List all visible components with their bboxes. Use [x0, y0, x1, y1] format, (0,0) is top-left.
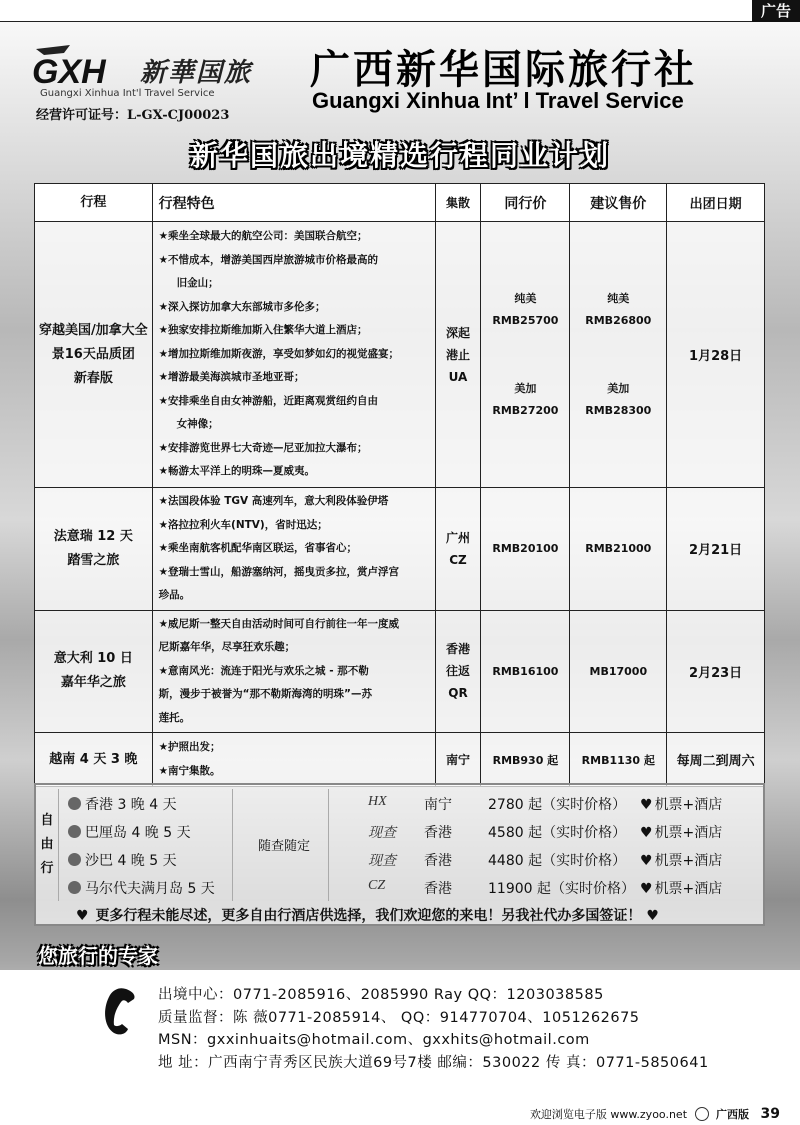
route-cell: 越南 4 天 3 晚 [35, 733, 153, 787]
route-line: 景16天品质团 [51, 346, 135, 362]
package-code: 现查 [368, 826, 396, 841]
feature-line: ★不惜成本，增游美国西岸旅游城市价格最高的 [158, 253, 379, 266]
table-header-row [35, 184, 765, 222]
contact-msn: MSN：gxxinhuaits@hotmail.com、gxxhits@hotmail.com [158, 1032, 590, 1048]
route-line: 法意瑞 12 天 [53, 528, 133, 544]
package-hub: 香港 [424, 853, 452, 869]
logo-chinese-text: 新華国旅 [140, 58, 253, 88]
free-travel-list [58, 789, 763, 901]
suggested-price-cell: RMB21000 [570, 488, 667, 611]
feature-line: 珍品。 [158, 589, 191, 601]
package-code: HX [368, 794, 387, 809]
hub-cell: 南宁 [435, 733, 481, 787]
package-name [68, 878, 215, 898]
hub-line: 广州 [445, 530, 470, 545]
date-cell: 每周二到周六 [667, 733, 765, 787]
heart-icon: ♥ [640, 853, 653, 869]
logo-english-text: Guangxi Xinhua Int'l Travel Service [40, 88, 215, 99]
package-hub: 香港 [424, 825, 452, 841]
flower-icon [68, 881, 81, 894]
price-value: RMB27200 [492, 403, 559, 417]
package-price: 4480 起（实时价格） [488, 853, 627, 869]
package-price: 11900 起（实时价格） [488, 881, 635, 897]
feature-line: ★威尼斯一整天自由活动时间可自行前往一年一度威 [158, 617, 400, 630]
features-cell [152, 610, 435, 733]
hub-line: 往返 [445, 664, 470, 679]
route-cell [35, 488, 153, 611]
heart-icon: ♥ [640, 825, 653, 841]
hub-cell [435, 488, 481, 611]
ad-badge: 广告 [752, 0, 800, 22]
contact-outbound-center: 出境中心：0771-2085916、2085990 Ray QQ：1203038585 [158, 987, 604, 1003]
slogan: 您旅行的专家 [38, 944, 158, 968]
flower-icon [68, 853, 81, 866]
free-travel-note: 随查随定 [258, 839, 311, 854]
hub-line: QR [448, 686, 468, 701]
date-cell: 2月23日 [667, 610, 765, 733]
free-label-char: 由 [40, 837, 54, 852]
peer-price-cell: RMB20100 [481, 488, 570, 611]
header-peer-price: 同行价 [481, 184, 570, 222]
hub-line: 港止 [445, 347, 470, 362]
free-label-char: 行 [40, 861, 54, 876]
table-row [35, 488, 765, 611]
feature-line: 旧金山； [176, 277, 219, 290]
package-type-text: 机票+酒店 [654, 825, 723, 841]
free-travel-label [36, 785, 58, 905]
list-item [58, 789, 763, 817]
package-type [640, 822, 722, 842]
package-price: 2780 起（实时价格） [488, 797, 627, 813]
route-line: 新春版 [73, 370, 113, 386]
company-logo-icon [30, 43, 130, 91]
package-name [68, 822, 191, 842]
price-value: RMB28300 [585, 403, 652, 417]
heart-icon: ♥ [640, 797, 653, 813]
feature-line: ★乘坐全球最大的航空公司：美国联合航空； [158, 230, 368, 243]
free-travel-section [34, 783, 765, 926]
feature-line: 尼斯嘉年华，尽享狂欢乐趣； [158, 641, 296, 653]
flower-icon [68, 825, 81, 838]
feature-line: ★乘坐南航客机配华南区联运，省事省心； [158, 542, 358, 554]
package-name [68, 794, 177, 814]
peer-price-cell [481, 222, 570, 488]
date-cell: 2月21日 [667, 488, 765, 611]
hub-cell [435, 610, 481, 733]
suggested-price-cell [570, 222, 667, 488]
route-line: 踏雪之旅 [67, 552, 120, 568]
price-value: RMB25700 [492, 313, 559, 327]
package-hub: 南宁 [424, 797, 452, 813]
feature-line: ★安排乘坐自由女神游船，近距离观赏纽约自由 [158, 394, 379, 407]
free-travel-footer [76, 905, 661, 925]
header-hub: 集散 [435, 184, 481, 222]
package-type [640, 850, 722, 870]
feature-line: 莲托。 [158, 711, 191, 724]
heart-icon: ♥ [76, 908, 89, 924]
features-cell [152, 488, 435, 611]
feature-line: ★独家安排拉斯维加斯入住繁华大道上酒店； [158, 324, 368, 337]
peer-price-cell: RMB16100 [481, 610, 570, 733]
features-cell [152, 222, 435, 488]
package-code: CZ [368, 878, 386, 893]
package-type-text: 机票+酒店 [654, 797, 723, 813]
contact-address: 地 址：广西南宁青秀区民族大道69号7楼 邮编：530022 传 真：0771-5850641 [158, 1054, 709, 1071]
hub-cell [435, 222, 481, 488]
route-line: 意大利 10 日 [53, 651, 133, 667]
package-type [640, 878, 722, 898]
package-hub: 香港 [424, 881, 452, 897]
package-name-text: 巴厘岛 4 晚 5 天 [85, 825, 191, 841]
list-item [58, 817, 763, 845]
route-cell [35, 222, 153, 488]
table-row [35, 610, 765, 733]
heart-icon: ♥ [646, 908, 659, 924]
route-line: 穿越美国/加拿大全 [38, 322, 148, 338]
feature-line: ★法国段体验 TGV 高速列车，意大利段体验伊塔 [158, 495, 389, 507]
list-item [58, 873, 763, 901]
feature-line: ★增游最美海滨城市圣地亚哥； [158, 371, 305, 384]
header-departure-date: 出团日期 [667, 184, 765, 222]
price-label: 纯美 [607, 291, 630, 305]
flower-icon [68, 797, 81, 810]
suggested-price-cell: RMB1130 起 [570, 733, 667, 787]
contact-list [158, 984, 709, 1074]
footer-website: 欢迎浏览电子版 www.zyoo.net [529, 1108, 688, 1121]
feature-line: ★洛拉拉利火车(NTV)，省时迅达； [158, 518, 328, 531]
page-title: 新华国旅出境精选行程同业计划 [189, 139, 610, 172]
package-type [640, 794, 722, 814]
peer-price-cell: RMB930 起 [481, 733, 570, 787]
heart-icon: ♥ [640, 881, 653, 897]
free-label-char: 自 [40, 813, 54, 828]
feature-line: ★南宁集散。 [158, 764, 221, 777]
package-name [68, 850, 177, 870]
package-type-text: 机票+酒店 [654, 853, 723, 869]
route-cell [35, 610, 153, 733]
license-number: 经营许可证号：L-GX-CJ00023 [36, 108, 230, 123]
price-label: 美加 [514, 381, 537, 395]
top-bar [0, 0, 800, 22]
feature-line: 斯，漫步于被誉为“那不勒斯海湾的明珠”—苏 [158, 688, 372, 700]
package-name-text: 沙巴 4 晚 5 天 [85, 853, 177, 869]
feature-line: ★深入探访加拿大东部城市多伦多； [158, 300, 326, 313]
route-line: 嘉年华之旅 [60, 675, 126, 691]
header-suggested-price: 建议售价 [570, 184, 667, 222]
page-number: 39 [760, 1106, 780, 1122]
contact-quality-supervision: 质量监督：陈 薇0771-2085914、 QQ：914770704、1051262675 [158, 1009, 640, 1026]
feature-line: ★畅游太平洋上的明珠—夏威夷。 [158, 465, 316, 478]
price-label: 纯美 [514, 291, 537, 305]
package-price: 4580 起（实时价格） [488, 825, 627, 841]
page-footer [530, 1106, 780, 1122]
telephone-icon [96, 985, 140, 1037]
free-travel-footer-text: 更多行程未能尽述，更多自由行酒店供选择，我们欢迎您的来电！另我社代办多国签证！ [95, 908, 642, 924]
price-value: RMB26800 [585, 313, 652, 327]
package-name-text: 香港 3 晚 4 天 [85, 797, 177, 813]
list-item [58, 845, 763, 873]
edition-circle-icon [695, 1107, 709, 1121]
suggested-price-cell: MB17000 [570, 610, 667, 733]
itinerary-table [34, 183, 765, 787]
hub-line: CZ [449, 552, 467, 567]
table-row [35, 733, 765, 787]
company-name-cn: 广西新华国际旅行社 [310, 47, 697, 93]
feature-line: ★登瑞士雪山，船游塞纳河，摇曳贡多拉，赏卢浮宫 [158, 565, 400, 578]
feature-line: 女神像； [176, 418, 219, 431]
date-cell: 1月28日 [667, 222, 765, 488]
feature-line: ★护照出发； [158, 741, 221, 753]
feature-line: ★意南风光：流连于阳光与欢乐之城 - 那不勒 [158, 664, 369, 677]
package-type-text: 机票+酒店 [654, 881, 723, 897]
table-row [35, 222, 765, 488]
hub-line: UA [448, 369, 468, 384]
package-name-text: 马尔代夫满月岛 5 天 [85, 881, 215, 897]
footer-edition: 广西版 [716, 1108, 750, 1121]
hub-line: 深起 [445, 325, 470, 340]
feature-line: ★安排游览世界七大奇迹—尼亚加拉大瀑布； [158, 441, 368, 454]
header-features: 行程特色 [152, 184, 435, 222]
price-label: 美加 [607, 381, 630, 395]
features-cell [152, 733, 435, 787]
logo-letters: GXH [32, 53, 106, 91]
hub-line: 香港 [445, 642, 470, 657]
header-route: 行程 [35, 184, 153, 222]
package-code: 现查 [368, 854, 396, 869]
feature-line: ★增加拉斯维加斯夜游，享受如梦如幻的视觉盛宴； [158, 347, 400, 360]
company-name-en: Guangxi Xinhua Int’ l Travel Service [312, 88, 684, 113]
